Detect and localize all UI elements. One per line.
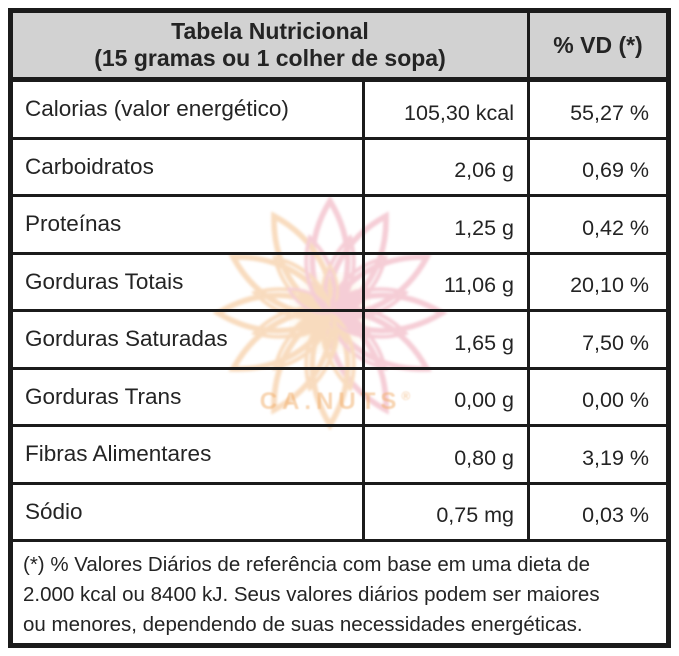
table-row: [13, 255, 666, 313]
nutrient-amount: 0,80 g: [365, 427, 530, 482]
footnote-line: 2.000 kcal ou 8400 kJ. Seus valores diários podem ser maiores: [23, 583, 600, 606]
nutrient-name: Calorias (valor energético): [13, 82, 365, 137]
nutrient-name: Gorduras Saturadas: [13, 312, 365, 367]
nutrient-dv-percent: 7,50 %: [582, 330, 649, 355]
nutrient-amount: 2,06 g: [365, 140, 530, 195]
table-subtitle: (15 gramas ou 1 colher de sopa): [94, 45, 446, 71]
nutrient-amount: 105,30 kcal: [365, 82, 530, 137]
table-header-row: [13, 13, 666, 82]
footnote: [13, 542, 666, 643]
nutrient-amount: 1,65 g: [365, 312, 530, 367]
footnote-line: (*) % Valores Diários de referência com base em uma dieta de: [23, 553, 591, 576]
table-title-cell: [13, 13, 530, 77]
footnote-line: ou menores, dependendo de suas necessidades energéticas.: [23, 613, 583, 636]
table-row: [13, 370, 666, 428]
nutrient-name: Sódio: [13, 485, 365, 540]
table-row: [13, 197, 666, 255]
table-row: [13, 140, 666, 198]
watermark-brand-text: CA.NUTS®: [259, 388, 411, 415]
table-row: [13, 312, 666, 370]
nutrient-name: Gorduras Trans: [13, 370, 365, 425]
nutrient-amount: 0,00 g: [365, 370, 530, 425]
nutrition-table: [8, 8, 671, 648]
nutrient-name: Carboidratos: [13, 140, 365, 195]
nutrient-dv-percent: 0,69 %: [582, 158, 649, 183]
table-title: Tabela Nutricional: [171, 18, 369, 44]
nutrient-dv-percent: 20,10 %: [570, 273, 649, 298]
nutrient-amount: 11,06 g: [365, 255, 530, 310]
table-row: [13, 82, 666, 140]
table-row: [13, 485, 666, 543]
nutrient-dv-percent: 3,19 %: [582, 445, 649, 470]
nutrient-amount: 0,75 mg: [365, 485, 530, 540]
vd-header-cell: % VD (*): [553, 31, 643, 58]
nutrient-dv-percent: 0,00 %: [582, 388, 649, 413]
nutrient-name: Fibras Alimentares: [13, 427, 365, 482]
nutrient-name: Gorduras Totais: [13, 255, 365, 310]
nutrient-dv-percent: 0,42 %: [582, 215, 649, 240]
nutrient-dv-percent: 55,27 %: [570, 100, 649, 125]
nutrient-amount: 1,25 g: [365, 197, 530, 252]
nutrient-dv-percent: 0,03 %: [582, 503, 649, 528]
nutrient-name: Proteínas: [13, 197, 365, 252]
table-row: [13, 427, 666, 485]
